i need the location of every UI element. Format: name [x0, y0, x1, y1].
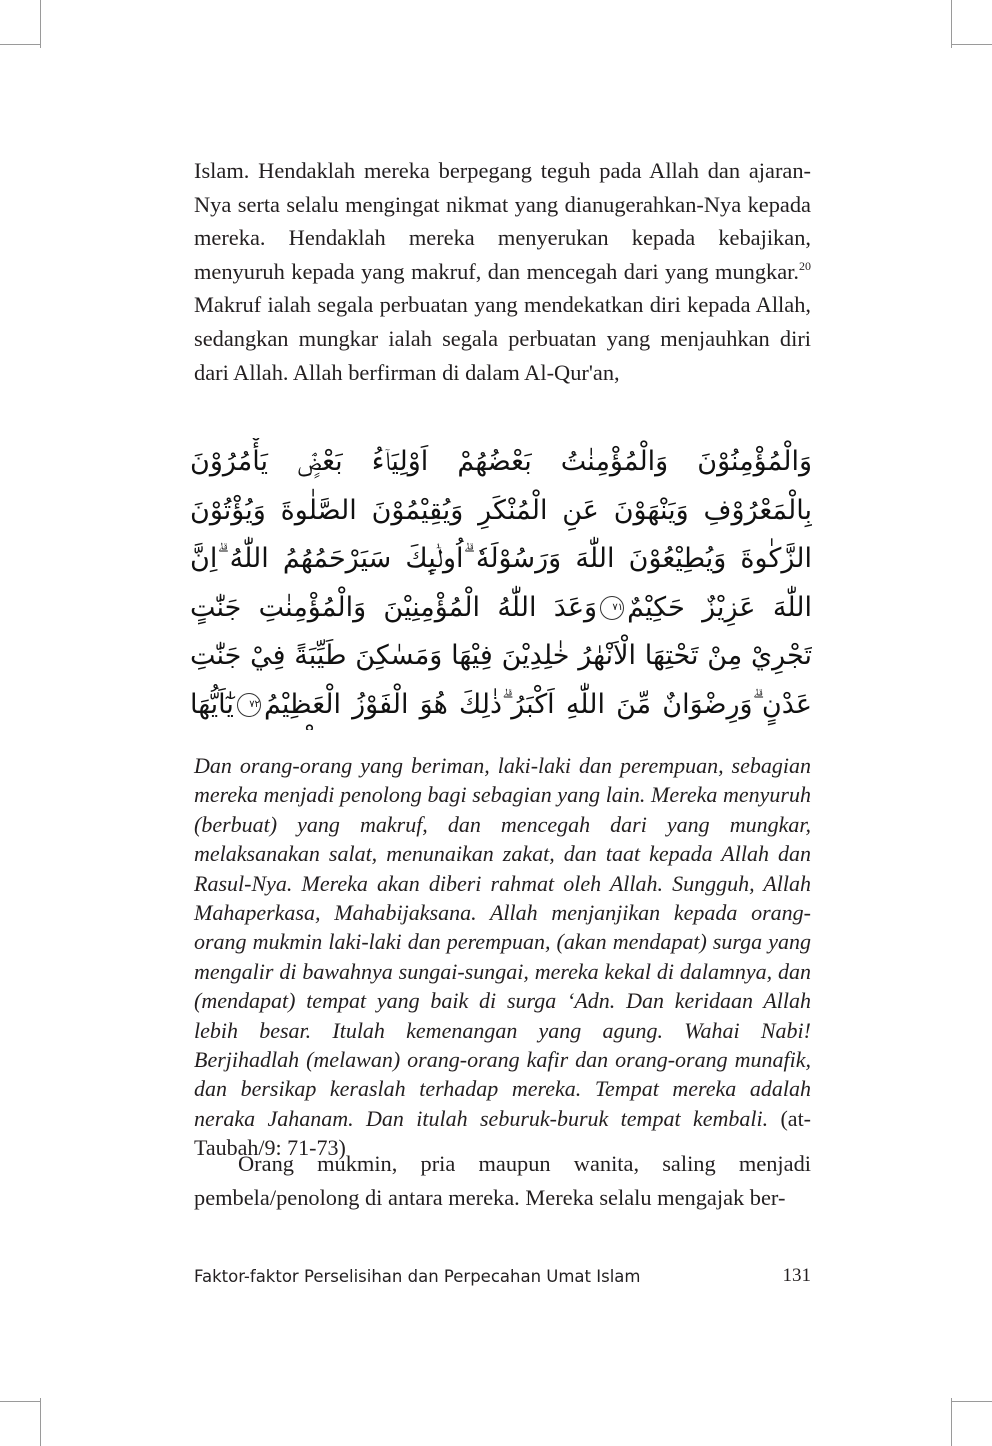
crop-mark-top-left-horizontal: [0, 44, 40, 45]
crop-mark-bottom-right-vertical: [951, 1398, 952, 1446]
quran-verse-block: [190, 438, 812, 730]
translation-text: Dan orang-orang yang beriman, laki-laki dan perempuan, sebagian mereka menjadi penolong bagi sebagian yang lain. Mereka menyuruh (berbuat) yang makruf, dan mencegah dari yang mungkar, melaksanakan salat, menunaikan zakat, dan taat kepada Allah dan Rasul-Nya. Mereka akan diberi rahmat oleh Allah. Sungguh, Allah Mahaperkasa, Mahabijaksana. Allah menjanjikan kepada orang-orang mukmin laki-laki dan perempuan, (akan mendapat) surga yang mengalir di bawahnya sungai-sungai, mereka kekal di dalamnya, dan (mendapat) tempat yang baik di surga ‘Adn. Dan keridaan Allah lebih besar. Itulah kemenangan yang agung. Wahai Nabi! Berjihadlah (melawan) orang-orang kafir dan orang-orang munafik, dan bersikap keraslah terhadap mereka. Tempat mereka adalah neraka Jahanam. Dan itulah seburuk-buruk tempat kembali.: [194, 753, 811, 1131]
quran-verse-72: وَعَدَ اللّٰهُ الْمُؤْمِنِيْنَ وَالْمُؤْمِنٰتِ جَنّٰتٍ تَجْرِيْ مِنْ تَحْتِهَا الْاَنْهٰرُ خٰلِدِيْنَ فِيْهَا وَمَسٰكِنَ طَيِّبَةً فِيْ جَنّٰتِ عَدْنٍ ۗوَرِضْوَانٌ مِّنَ اللّٰهِ اَكْبَرُ ۗذٰلِكَ هُوَ الْفَوْزُ الْعَظِيْمُ: [190, 591, 812, 720]
crop-mark-bottom-left-vertical: [40, 1398, 41, 1446]
body-paragraph-1: [194, 154, 811, 389]
verse-citation: (at-Taubah/9: 71-73): [194, 1105, 812, 1161]
ayah-number-mark: ٧١: [600, 596, 624, 620]
crop-mark-bottom-right-horizontal: [952, 1401, 992, 1402]
ayah-number-mark: ٧٢: [237, 693, 261, 717]
crop-mark-bottom-left-horizontal: [0, 1401, 40, 1402]
quran-verse-73: يٰٓاَيُّهَا: [190, 688, 234, 720]
paragraph-text-continued: Makruf ialah segala perbuatan yang mendekatkan diri kepada Allah, sedangkan mungkar ialah segala perbuatan yang menjauhkan diri dari Allah. Allah berfirman di dalam Al-Qur'an,: [194, 292, 811, 385]
crop-mark-top-right-horizontal: [952, 44, 992, 45]
crop-mark-top-left-vertical: [40, 0, 41, 48]
crop-mark-top-right-vertical: [951, 0, 952, 48]
footnote-reference[interactable]: 20: [799, 258, 811, 273]
verse-translation: [194, 751, 811, 1163]
paragraph-text: Islam. Hendaklah mereka berpegang teguh pada Allah dan ajaran-Nya serta selalu mengingat nikmat yang dianugerahkan-Nya kepada mereka. Hendaklah mereka menyerukan kepada kebajikan, menyuruh kepada yang makruf, dan mencegah dari yang mungkar.: [194, 158, 811, 284]
running-footer-title: Faktor-faktor Perselisihan dan Perpecahan Umat Islam: [194, 1267, 641, 1286]
body-paragraph-2: Orang mukmin, pria maupun wanita, saling menjadi pembela/penolong di antara mereka. Mereka selalu mengajak ber-: [194, 1151, 811, 1210]
quran-verse-71: وَالْمُؤْمِنُوْنَ وَالْمُؤْمِنٰتُ بَعْضُهُمْ اَوْلِيَاۤءُ بَعْضٍۘ يَأْمُرُوْنَ بِالْمَعْرُوْفِ وَيَنْهَوْنَ عَنِ الْمُنْكَرِ وَيُقِيْمُوْنَ الصَّلٰوةَ وَيُؤْتُوْنَ الزَّكٰوةَ وَيُطِيْعُوْنَ اللّٰهَ وَرَسُوْلَهٗ ۗاُولٰۤىِٕكَ سَيَرْحَمُهُمُ اللّٰهُ ۗاِنَّ اللّٰهَ عَزِيْزٌ حَكِيْمٌ: [190, 446, 812, 623]
page-number: 131: [782, 1265, 811, 1286]
